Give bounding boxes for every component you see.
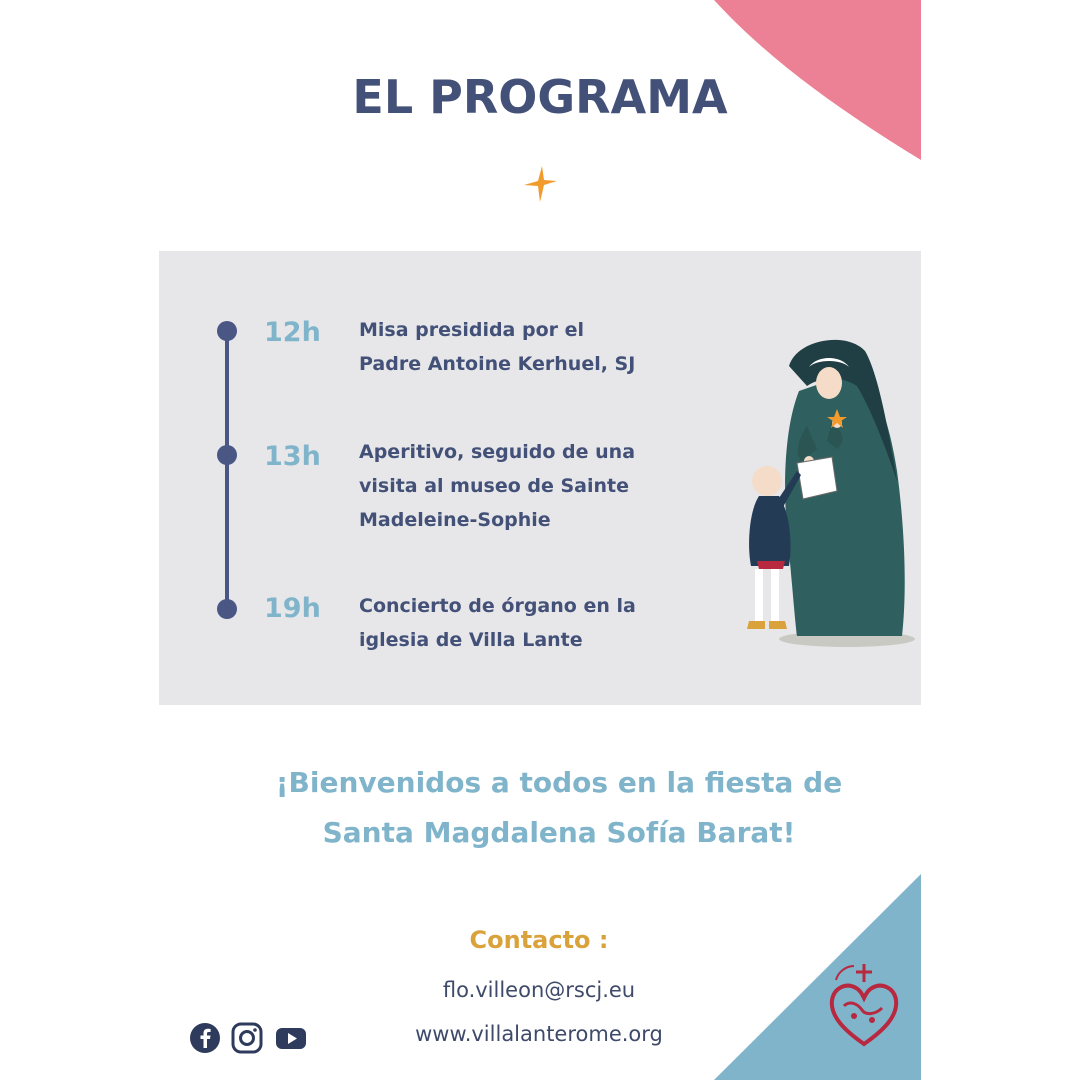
cross-icon — [522, 164, 558, 204]
event-line: Aperitivo, seguido de una — [359, 441, 636, 463]
welcome-line: ¡Bienvenidos a todos en la fiesta de — [275, 766, 843, 799]
event-line: Padre Antoine Kerhuel, SJ — [359, 353, 636, 375]
timeline-dot — [217, 599, 237, 619]
welcome-line: Santa Magdalena Sofía Barat! — [322, 816, 796, 849]
page-title: EL PROGRAMA — [352, 70, 728, 124]
contact-email[interactable]: flo.villeon@rscj.eu — [442, 978, 636, 1002]
youtube-icon[interactable] — [275, 1022, 307, 1054]
welcome-message — [249, 758, 869, 858]
event-time: 13h — [264, 441, 321, 472]
poster — [159, 0, 921, 1080]
timeline — [211, 321, 241, 621]
contact-label: Contacto : — [469, 926, 609, 954]
facebook-icon[interactable] — [189, 1022, 221, 1054]
nun-and-child-illustration — [737, 331, 917, 651]
event-line: Concierto de órgano en la — [359, 595, 636, 617]
contact-website[interactable]: www.villalanterome.org — [415, 1022, 663, 1046]
event-line: Madeleine-Sophie — [359, 509, 551, 531]
event-line: Misa presidida por el — [359, 319, 585, 341]
timeline-dot — [217, 321, 237, 341]
event-description — [359, 589, 689, 657]
event-line: iglesia de Villa Lante — [359, 629, 583, 651]
blue-corner-decoration — [159, 860, 921, 1080]
timeline-dot — [217, 445, 237, 465]
rscj-heart-logo — [824, 960, 904, 1050]
event-line: visita al museo de Sainte — [359, 475, 629, 497]
event-description — [359, 435, 689, 537]
event-description — [359, 313, 689, 381]
timeline-line — [225, 331, 229, 609]
program-box — [159, 251, 921, 705]
instagram-icon[interactable] — [231, 1022, 263, 1054]
event-time: 12h — [264, 317, 321, 348]
event-time: 19h — [264, 593, 321, 624]
